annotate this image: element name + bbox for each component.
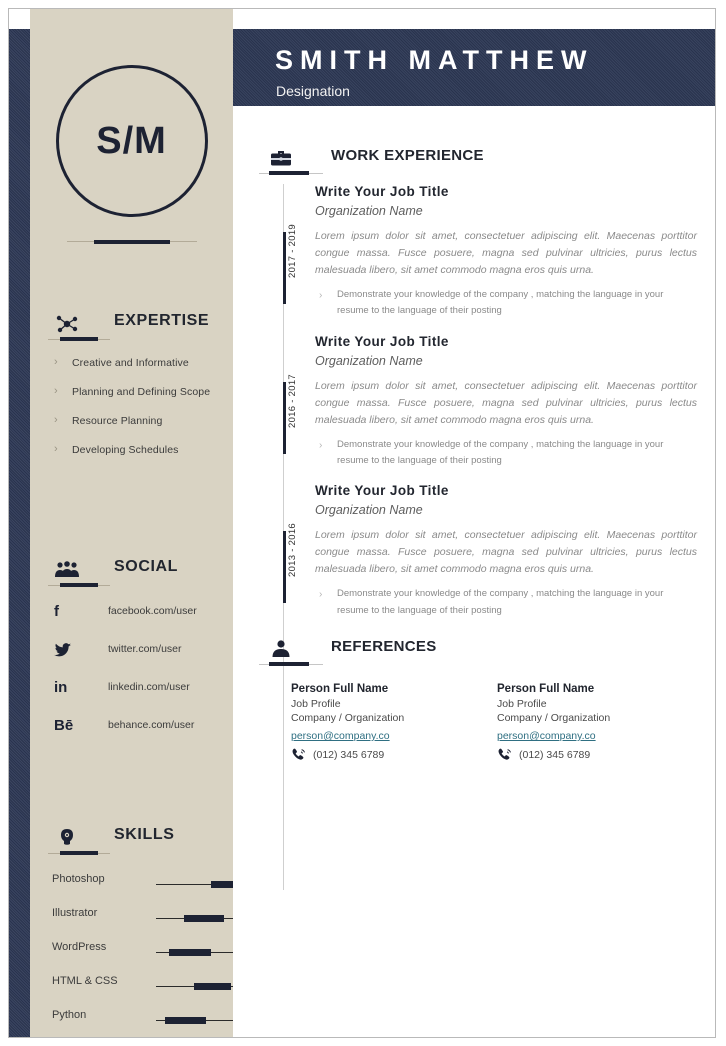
work-experience-header: [265, 142, 716, 184]
timeline-marker: [283, 232, 286, 304]
chevron-right-icon: ›: [54, 356, 58, 368]
reference-phone: [497, 749, 677, 761]
chevron-right-icon: ›: [319, 290, 323, 301]
expertise-item: [52, 386, 224, 398]
job-date-range: 2016 - 2017: [287, 373, 298, 428]
social-link-label[interactable]: linkedin.com/user: [108, 681, 190, 693]
reference-phone: [291, 749, 471, 761]
skill-slider-knob[interactable]: [184, 915, 223, 922]
social-item-behance[interactable]: [52, 717, 224, 738]
job-organization: Organization Name: [315, 503, 423, 518]
job-bullet-text: Demonstrate your knowledge of the company , matching the language in your resume to the language of their posting: [337, 438, 664, 466]
behance-icon: Bē: [54, 717, 74, 734]
skill-row: [52, 907, 224, 941]
skill-slider-knob[interactable]: [194, 983, 232, 990]
references-title: REFERENCES: [331, 637, 437, 655]
references-header: [265, 633, 716, 675]
reference-phone-text: (012) 345 6789: [313, 748, 385, 761]
job-description: Lorem ipsum dolor sit amet, consectetuer adipiscing elit. Maecenas porttitor congue massa. Fusce posuere, magna sed pulvinar ultricies, purus lectus malesuada libero, sit amet commodo magna eros quis urna.: [315, 529, 697, 576]
skill-label: Python: [52, 1009, 87, 1021]
job-bullet-text: Demonstrate your knowledge of the company , matching the language in your resume to the language of their posting: [337, 588, 664, 616]
references-list: [265, 683, 716, 761]
chevron-right-icon: ›: [54, 443, 58, 455]
expertise-item-label: Resource Planning: [72, 415, 163, 427]
sidebar: [30, 9, 233, 1037]
monogram-circle: [56, 65, 208, 217]
expertise-item: [52, 444, 224, 456]
social-item-twitter[interactable]: [52, 641, 224, 662]
work-timeline: [265, 184, 716, 619]
skills-title: SKILLS: [114, 826, 175, 843]
social-item-linkedin[interactable]: [52, 679, 224, 700]
skill-row: [52, 1009, 224, 1038]
briefcase-icon: [265, 142, 297, 169]
person-icon: [265, 633, 297, 660]
social-link-label[interactable]: behance.com/user: [108, 719, 195, 731]
expertise-title: EXPERTISE: [114, 312, 210, 329]
left-edge-accent-strip: [9, 29, 30, 1038]
social-list: [52, 603, 224, 738]
phone-icon: [497, 748, 512, 765]
social-link-label[interactable]: facebook.com/user: [108, 605, 197, 617]
reference-email-link[interactable]: person@company.co: [291, 729, 390, 742]
chevron-right-icon: ›: [54, 414, 58, 426]
skill-label: Photoshop: [52, 873, 105, 885]
linkedin-icon: in: [54, 679, 68, 696]
skill-slider-knob[interactable]: [169, 949, 211, 956]
reference-job-profile: Job Profile: [291, 697, 341, 710]
skill-label: WordPress: [52, 941, 107, 953]
brain-icon: [52, 823, 82, 849]
job-date-range: 2013 - 2016: [287, 523, 298, 578]
chevron-right-icon: ›: [319, 589, 323, 601]
job-description: Lorem ipsum dolor sit amet, consectetuer adipiscing elit. Maecenas porttitor congue massa. Fusce posuere, magna sed pulvinar ultricies, purus lectus malesuada libero, sit amet commodo magna eros quis urna.: [315, 230, 697, 276]
job-organization: Organization Name: [315, 204, 423, 218]
twitter-icon: [54, 641, 76, 659]
social-header: [52, 555, 224, 595]
skills-section: [52, 823, 224, 1038]
job-title: Write Your Job Title: [315, 184, 449, 199]
main-content: [233, 106, 716, 1037]
reference-company: Company / Organization: [497, 711, 611, 724]
skills-header: [52, 823, 224, 863]
name-header-banner: [233, 29, 716, 106]
job-date-range: 2017 - 2019: [287, 224, 298, 279]
monogram-divider: [67, 239, 197, 245]
full-name: SMITH MATTHEW: [275, 45, 594, 75]
facebook-icon: f: [54, 603, 59, 620]
skill-row: [52, 975, 224, 1009]
chevron-right-icon: ›: [54, 385, 58, 397]
work-experience-title: WORK EXPERIENCE: [331, 147, 484, 164]
chevron-right-icon: ›: [319, 439, 323, 451]
reference-name: Person Full Name: [497, 682, 595, 695]
reference-phone-text: (012) 345 6789: [519, 748, 591, 761]
skill-label: Illustrator: [52, 907, 98, 919]
expertise-section: [52, 309, 224, 473]
job-bullet-text: Demonstrate your knowledge of the company , matching the language in your resume to the language of their posting: [337, 289, 664, 317]
job-entry: [265, 483, 716, 619]
skill-slider-knob[interactable]: [165, 1017, 205, 1024]
job-title: Write Your Job Title: [315, 483, 449, 499]
job-title: Write Your Job Title: [315, 333, 449, 349]
phone-icon: [291, 748, 306, 765]
expertise-item: [52, 357, 224, 369]
job-organization: Organization Name: [315, 353, 423, 368]
reference-email-link[interactable]: person@company.co: [497, 729, 596, 742]
job-bullet: [315, 287, 697, 320]
reference-card: [471, 683, 677, 761]
reference-card: [265, 683, 471, 761]
skill-row: [52, 873, 224, 907]
designation: Designation: [276, 83, 350, 99]
skill-label: HTML & CSS: [52, 975, 118, 987]
timeline-marker: [283, 382, 286, 454]
social-title: SOCIAL: [114, 558, 179, 575]
skills-list: [52, 873, 224, 1038]
expertise-item: [52, 415, 224, 427]
people-icon: [52, 555, 82, 581]
expertise-header: [52, 309, 224, 349]
timeline-marker: [283, 531, 286, 603]
job-entry: [265, 334, 716, 470]
job-description: Lorem ipsum dolor sit amet, consectetuer adipiscing elit. Maecenas porttitor congue massa. Fusce posuere, magna sed pulvinar ultricies, purus lectus malesuada libero, sit amet commodo magna eros quis urna.: [315, 379, 697, 426]
expertise-item-label: Developing Schedules: [72, 444, 179, 456]
reference-name: Person Full Name: [291, 682, 389, 695]
reference-job-profile: Job Profile: [497, 697, 547, 710]
social-section: [52, 555, 224, 755]
resume-page: [8, 8, 716, 1038]
expertise-list: [52, 357, 224, 456]
expertise-item-label: Creative and Informative: [72, 357, 189, 369]
network-icon: [52, 309, 82, 335]
social-item-facebook[interactable]: [52, 603, 224, 624]
reference-company: Company / Organization: [291, 711, 405, 724]
job-bullet: [315, 586, 697, 619]
expertise-item-label: Planning and Defining Scope: [72, 386, 211, 398]
job-entry: [265, 184, 716, 320]
job-bullet: [315, 437, 697, 470]
skill-row: [52, 941, 224, 975]
social-link-label[interactable]: twitter.com/user: [108, 643, 182, 655]
monogram-block: [30, 65, 233, 245]
monogram-initials: S/M: [96, 119, 167, 162]
